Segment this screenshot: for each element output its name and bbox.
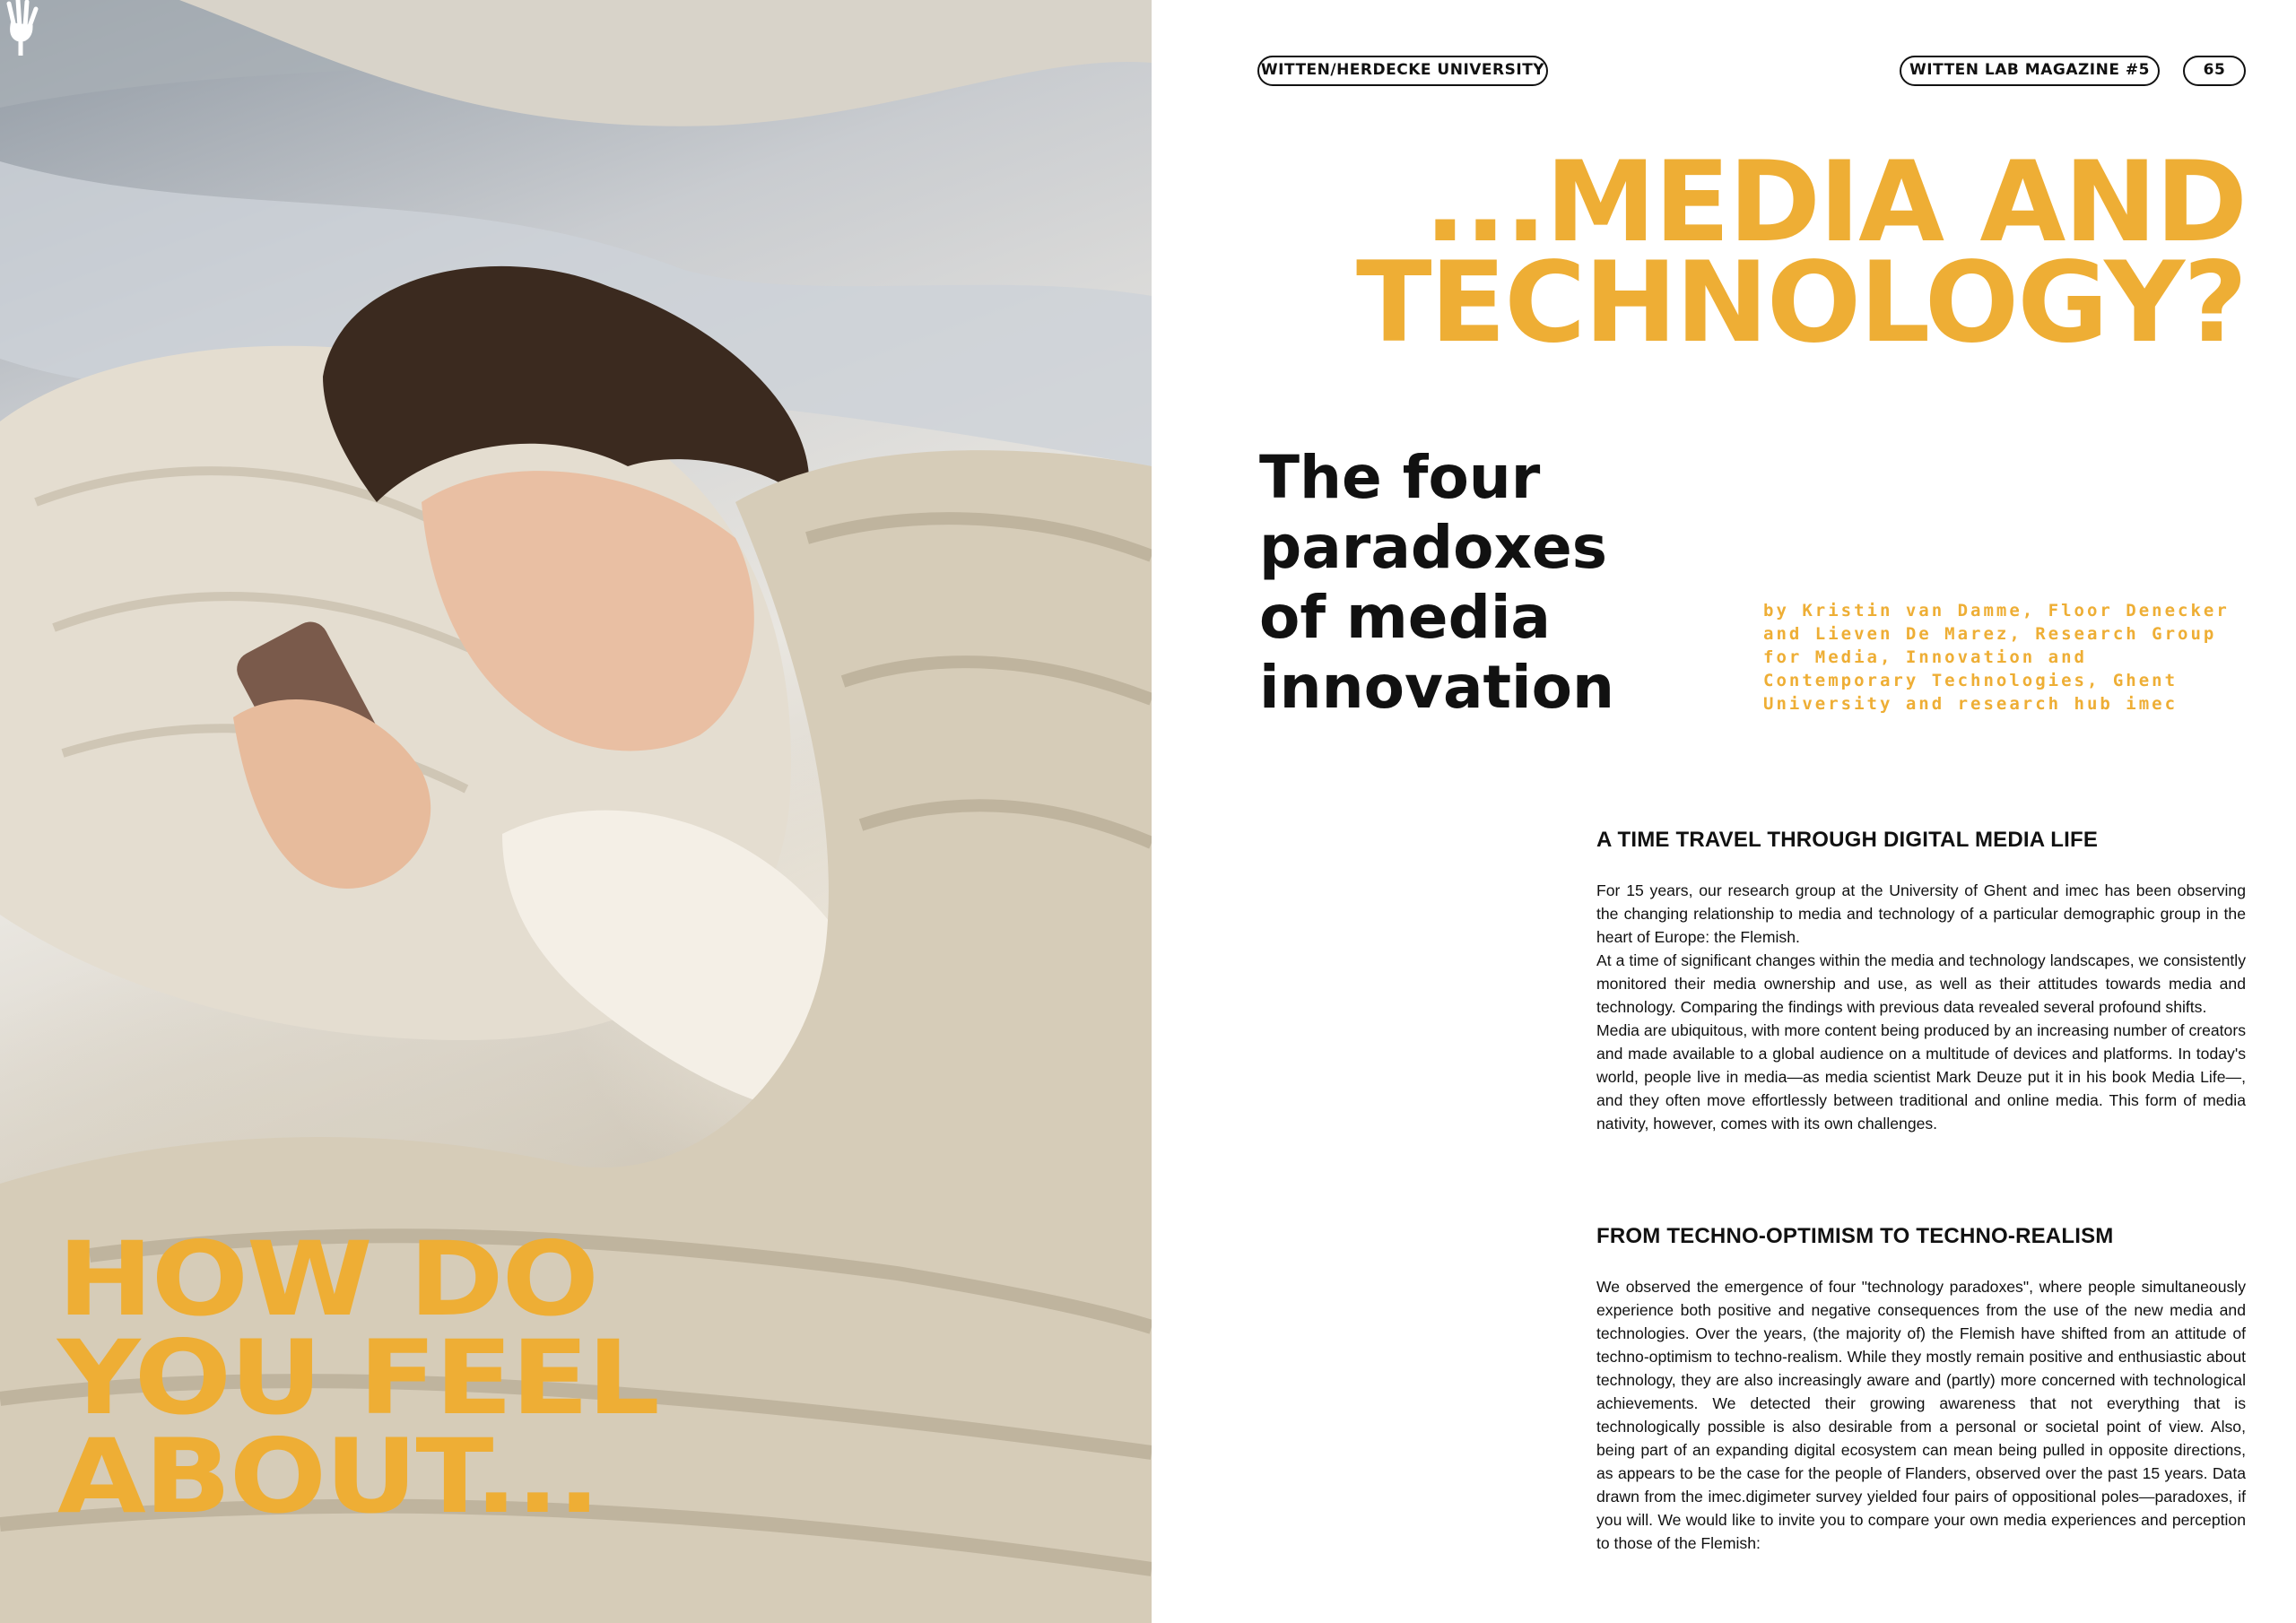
subtitle-line: The four [1259, 443, 1541, 512]
body-paragraph: For 15 years, our research group at the University of Ghent and imec has been observing the changing relationship to media and technology of a particular demographic group in the heart of Europe: the Flemish. [1596, 881, 2246, 946]
cover-headline-line: HOW DO [57, 1219, 597, 1339]
cover-headline-line: YOU FEEL [57, 1318, 658, 1437]
body-paragraph: We observed the emergence of four "technology paradoxes", where people simultaneously experience both positive and negative consequences from the use of the new media and technologies. Over the years, (the majority of) the Flemish have shifted from an attitude of techno-optimism to techno-realism. While they mostly remain positive and enthusiastic about technology, they are also increasingly aware and (partly) more concerned with technological achievements. We detected their growing awareness that not everything that is technologically possible is also desirable from a personal or societal point of view. Also, being part of an expanding digital ecosystem can mean being pulled in opposite directions, as appears to be the case for the people of Flanders, observed over the past 15 years. Data drawn from the imec.digimeter survey yielded four pairs of oppositional poles—paradoxes, if you will. We would like to invite you to compare your own media experiences and perception to those of the Flemish: [1596, 1278, 2246, 1552]
hand-icon [0, 0, 41, 56]
cover-headline [57, 1219, 658, 1536]
body-paragraph: At a time of significant changes within the media and technology landscapes, we consistently monitored their media ownership and use, as well as their attitudes towards media and technology. Comparing the findings with previous data revealed several profound shifts. [1596, 951, 2246, 1016]
section-techno-optimism [1596, 1223, 2246, 1555]
cover-headline-line: ABOUT... [57, 1417, 599, 1536]
subtitle-line: paradoxes [1259, 513, 1608, 582]
page-number: 65 [2183, 56, 2246, 86]
article-subtitle [1259, 443, 1614, 723]
magazine-tag: WITTEN LAB MAGAZINE #5 [1900, 56, 2160, 86]
subtitle-line: of media [1259, 583, 1551, 652]
body-paragraph: Media are ubiquitous, with more content being produced by an increasing number of creators and made available to a global audience on a multitude of devices and platforms. In today's world, people live in media—as media scientist Mark Deuze put it in his book Media Life—, and they often move effortlessly between traditional and online media. This form of media nativity, however, comes with its own challenges. [1596, 1021, 2246, 1133]
section-heading: A TIME TRAVEL THROUGH DIGITAL MEDIA LIFE [1596, 828, 2099, 852]
subtitle-line: innovation [1259, 653, 1614, 722]
article-headline [1355, 138, 2246, 368]
section-time-travel [1596, 827, 2246, 1135]
university-tag: WITTEN/HERDECKE UNIVERSITY [1257, 56, 1548, 86]
headline-line: ...MEDIA AND [1423, 138, 2246, 267]
headline-line: TECHNOLOGY? [1355, 239, 2246, 368]
section-heading: FROM TECHNO-OPTIMISM TO TECHNO-REALISM [1596, 1224, 2114, 1248]
author-byline: by Kristin van Damme, Floor Denecker and Lieven De Marez, Research Group for Media, Innovation and Contemporary Technologies, Ghent University and research hub imec [1763, 601, 2230, 714]
